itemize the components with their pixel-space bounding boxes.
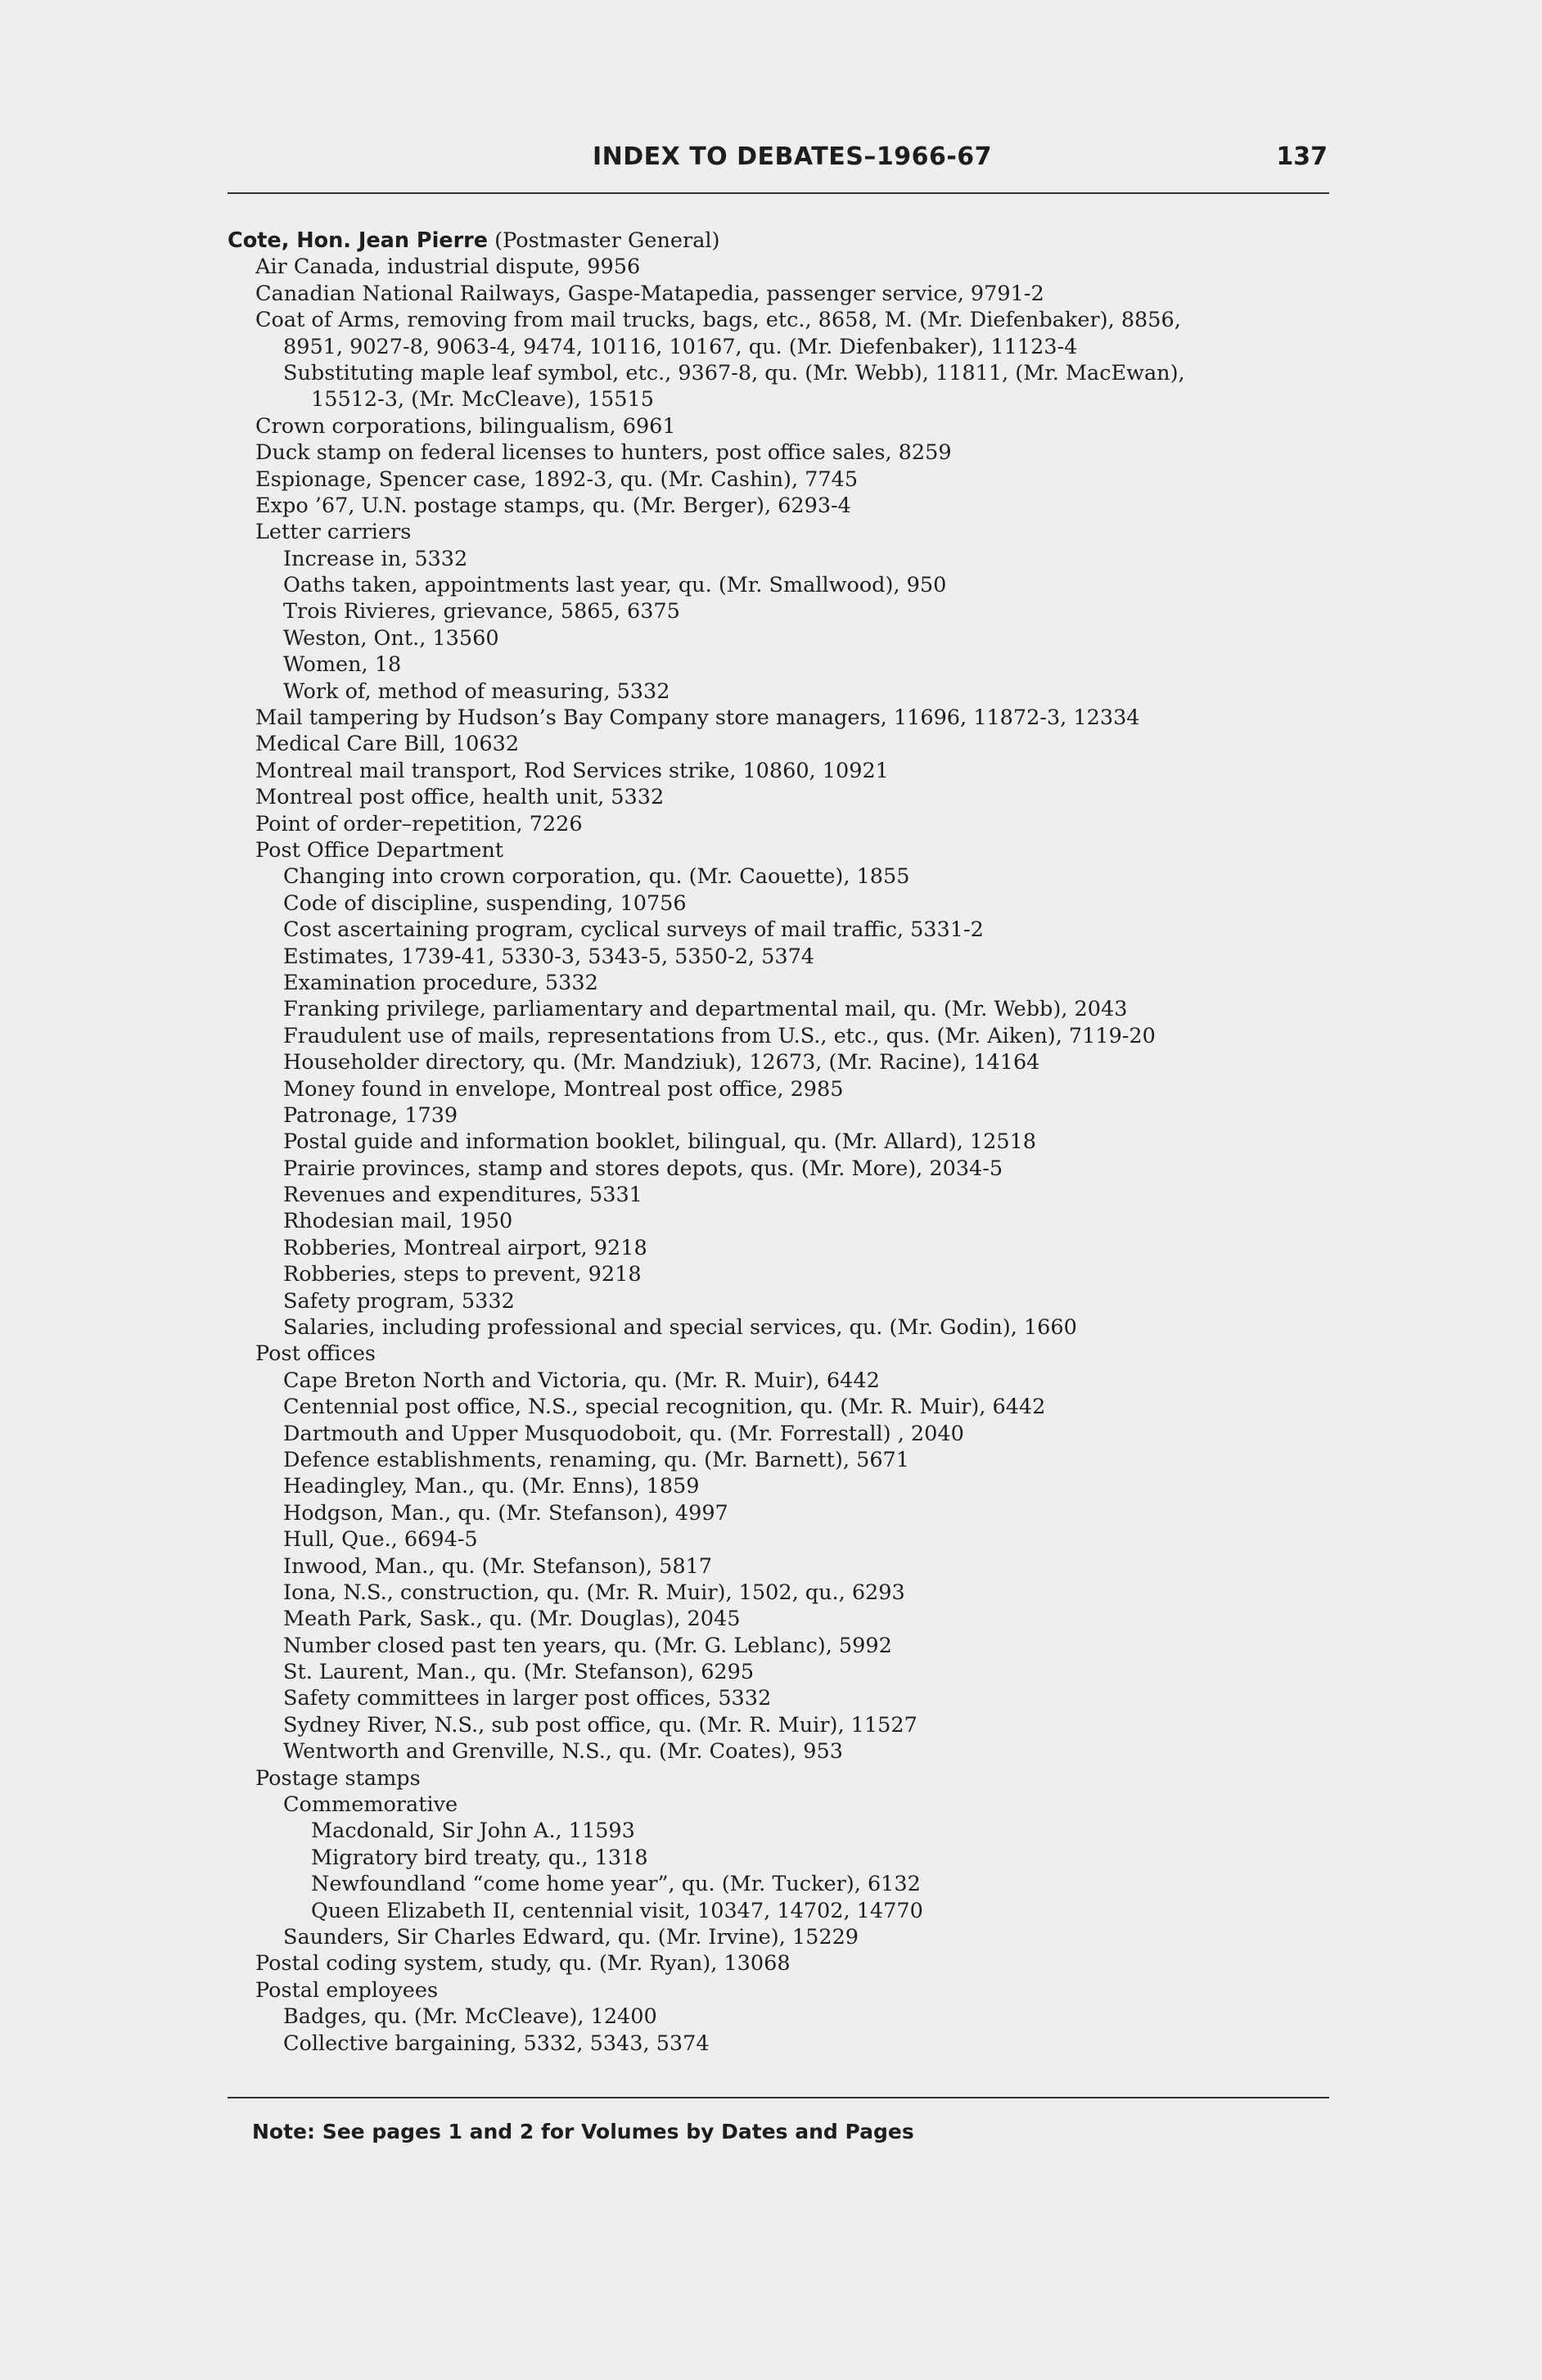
index-entry: Air Canada, industrial dispute, 9956 bbox=[255, 255, 641, 280]
index-entry: Weston, Ont., 13560 bbox=[283, 625, 499, 651]
index-entry: Trois Rivieres, grievance, 5865, 6375 bbox=[283, 599, 680, 624]
index-entry: Espionage, Spencer case, 1892-3, qu. (Mr. Cashin), 7745 bbox=[255, 467, 859, 492]
index-entry: Code of discipline, suspending, 10756 bbox=[283, 890, 687, 916]
index-entry: Revenues and expenditures, 5331 bbox=[283, 1183, 642, 1208]
index-entry: Dartmouth and Upper Musquodoboit, qu. (Mr. Forrestall) , 2040 bbox=[283, 1421, 964, 1446]
index-entry: Coat of Arms, removing from mail trucks, bags, etc., 8658, M. (Mr. Diefenbaker), 8856, bbox=[255, 308, 1181, 333]
index-entry: Fraudulent use of mails, representations from U.S., etc., qus. (Mr. Aiken), 7119-20 bbox=[283, 1023, 1156, 1048]
index-entry: Changing into crown corporation, qu. (Mr. Caouette), 1855 bbox=[283, 864, 910, 890]
index-entry: Postage stamps bbox=[255, 1765, 421, 1791]
index-entry: Centennial post office, N.S., special recognition, qu. (Mr. R. Muir), 6442 bbox=[283, 1395, 1046, 1420]
index-entry: Increase in, 5332 bbox=[283, 546, 468, 571]
index-entry: Wentworth and Grenville, N.S., qu. (Mr. Coates), 953 bbox=[283, 1739, 843, 1765]
index-entry: Cape Breton North and Victoria, qu. (Mr. R. Muir), 6442 bbox=[283, 1368, 880, 1393]
page-header bbox=[252, 142, 1332, 182]
index-entry: Money found in envelope, Montreal post office, 2985 bbox=[283, 1076, 844, 1102]
index-entry: Letter carriers bbox=[255, 520, 412, 545]
index-entry: Cost ascertaining program, cyclical surveys of mail traffic, 5331-2 bbox=[283, 917, 984, 943]
index-entry: Prairie provinces, stamp and stores depots, qus. (Mr. More), 2034-5 bbox=[283, 1156, 1003, 1181]
index-entry: Number closed past ten years, qu. (Mr. G. Leblanc), 5992 bbox=[283, 1633, 892, 1658]
index-entry: Badges, qu. (Mr. McCleave), 12400 bbox=[283, 2004, 657, 2030]
index-entry: Sydney River, N.S., sub post office, qu. (Mr. R. Muir), 11527 bbox=[283, 1712, 918, 1738]
index-entry: Expo ’67, U.N. postage stamps, qu. (Mr. Berger), 6293-4 bbox=[255, 493, 851, 518]
index-entry: Rhodesian mail, 1950 bbox=[283, 1209, 513, 1234]
index-entry: Women, 18 bbox=[283, 652, 402, 678]
index-entry: Newfoundland “come home year”, qu. (Mr. Tucker), 6132 bbox=[311, 1872, 921, 1897]
index-entry: Migratory bird treaty, qu., 1318 bbox=[311, 1845, 648, 1870]
index-entry: 8951, 9027-8, 9063-4, 9474, 10116, 10167, qu. (Mr. Diefenbaker), 11123-4 bbox=[283, 334, 1078, 359]
index-entry: Montreal mail transport, Rod Services strike, 10860, 10921 bbox=[255, 758, 889, 783]
index-entry: Medical Care Bill, 10632 bbox=[255, 732, 520, 757]
index-entry: Robberies, steps to prevent, 9218 bbox=[283, 1262, 642, 1287]
index-entry: Mail tampering by Hudson’s Bay Company store managers, 11696, 11872-3, 12334 bbox=[255, 705, 1140, 731]
index-entry: Safety committees in larger post offices, 5332 bbox=[283, 1686, 772, 1711]
index-entry: Householder directory, qu. (Mr. Mandziuk), 12673, (Mr. Racine), 14164 bbox=[283, 1050, 1040, 1075]
index-entry: Duck stamp on federal licenses to hunters, post office sales, 8259 bbox=[255, 440, 952, 466]
index-entry: Point of order–repetition, 7226 bbox=[255, 811, 583, 836]
index-entry: Post offices bbox=[255, 1341, 376, 1367]
index-entry: Saunders, Sir Charles Edward, qu. (Mr. Irvine), 15229 bbox=[283, 1925, 859, 1950]
index-entry: Estimates, 1739-41, 5330-3, 5343-5, 5350-2, 5374 bbox=[283, 944, 815, 969]
header-rule bbox=[228, 192, 1329, 194]
index-entry: Collective bargaining, 5332, 5343, 5374 bbox=[283, 2031, 710, 2056]
index-entry: Montreal post office, health unit, 5332 bbox=[255, 785, 665, 810]
footer-rule bbox=[228, 2097, 1329, 2098]
index-entry: Crown corporations, bilingualism, 6961 bbox=[255, 413, 676, 439]
index-entry: Examination procedure, 5332 bbox=[283, 970, 598, 995]
index-entry: Salaries, including professional and special services, qu. (Mr. Godin), 1660 bbox=[283, 1315, 1077, 1341]
index-entry: Post Office Department bbox=[255, 837, 504, 863]
index-entry: Hull, Que., 6694-5 bbox=[283, 1527, 478, 1553]
heading-name: Cote, Hon. Jean Pierre bbox=[228, 228, 489, 253]
index-entry: St. Laurent, Man., qu. (Mr. Stefanson), 6295 bbox=[283, 1660, 755, 1685]
index-entry: Oaths taken, appointments last year, qu. (Mr. Smallwood), 950 bbox=[283, 573, 947, 598]
index-entry: Hodgson, Man., qu. (Mr. Stefanson), 4997 bbox=[283, 1500, 728, 1526]
index-entry: Canadian National Railways, Gaspe-Matapedia, passenger service, 9791-2 bbox=[255, 281, 1044, 306]
index-entry: Postal guide and information booklet, bilingual, qu. (Mr. Allard), 12518 bbox=[283, 1129, 1037, 1155]
index-entry: Headingley, Man., qu. (Mr. Enns), 1859 bbox=[283, 1474, 700, 1499]
index-entry: Queen Elizabeth II, centennial visit, 10347, 14702, 14770 bbox=[311, 1898, 923, 1923]
index-entry: Postal employees bbox=[255, 1977, 439, 2003]
index-entry: Substituting maple leaf symbol, etc., 9367-8, qu. (Mr. Webb), 11811, (Mr. MacEwan), bbox=[283, 360, 1185, 385]
index-heading bbox=[228, 228, 1341, 254]
index-entry: Postal coding system, study, qu. (Mr. Ryan), 13068 bbox=[255, 1951, 791, 1977]
index-entry: Meath Park, Sask., qu. (Mr. Douglas), 2045 bbox=[283, 1607, 741, 1632]
index-list bbox=[228, 228, 1341, 2057]
index-entry: Commemorative bbox=[283, 1792, 458, 1818]
running-title: INDEX TO DEBATES–1966-67 bbox=[592, 142, 993, 171]
index-entry: Inwood, Man., qu. (Mr. Stefanson), 5817 bbox=[283, 1553, 713, 1579]
index-entry: Iona, N.S., construction, qu. (Mr. R. Muir), 1502, qu., 6293 bbox=[283, 1580, 905, 1605]
index-entry: Defence establishments, renaming, qu. (Mr. Barnett), 5671 bbox=[283, 1447, 909, 1472]
index-entry: Work of, method of measuring, 5332 bbox=[283, 678, 670, 704]
index-entry: Robberies, Montreal airport, 9218 bbox=[283, 1235, 647, 1260]
page-number: 137 bbox=[1276, 142, 1328, 171]
index-entry: Patronage, 1739 bbox=[283, 1102, 458, 1128]
index-entry: Macdonald, Sir John A., 11593 bbox=[311, 1819, 635, 1844]
index-entry: Safety program, 5332 bbox=[283, 1288, 515, 1314]
index-entry: 15512-3, (Mr. McCleave), 15515 bbox=[311, 387, 654, 412]
index-entry: Franking privilege, parliamentary and departmental mail, qu. (Mr. Webb), 2043 bbox=[283, 997, 1128, 1022]
footnote: Note: See pages 1 and 2 for Volumes by Dates and Pages bbox=[252, 2120, 914, 2143]
heading-role: (Postmaster General) bbox=[488, 228, 720, 253]
